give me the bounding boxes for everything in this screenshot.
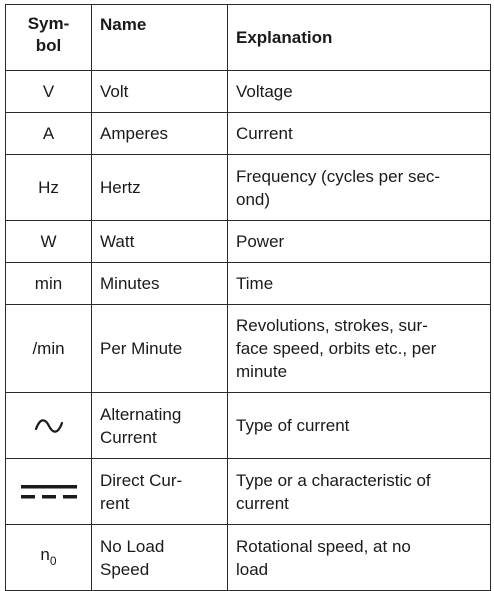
table-row [6, 71, 491, 113]
symbol-subscript: 0 [49, 553, 57, 568]
table-row [6, 525, 491, 591]
table-row [6, 393, 491, 459]
table-row [6, 113, 491, 155]
name-cell: Direct Cur- rent [92, 459, 228, 525]
table-row [6, 221, 491, 263]
explanation-cell: Time [228, 263, 491, 305]
direct-current-icon [19, 483, 79, 501]
name-cell: Volt [92, 71, 228, 113]
header-symbol: Sym- bol [6, 5, 92, 71]
name-cell: Alternating Current [92, 393, 228, 459]
name-cell: Amperes [92, 113, 228, 155]
name-cell: Per Minute [92, 305, 228, 393]
symbol-base: n [40, 544, 50, 564]
explanation-cell: Revolutions, strokes, sur- face speed, orbits etc., per minute [228, 305, 491, 393]
symbol-cell: A [6, 113, 92, 155]
header-explanation: Explanation [228, 5, 491, 71]
table-row [6, 155, 491, 221]
symbol-cell: V [6, 71, 92, 113]
symbol-cell: W [6, 221, 92, 263]
table-row [6, 263, 491, 305]
alternating-current-icon [34, 416, 64, 436]
explanation-cell: Frequency (cycles per sec- ond) [228, 155, 491, 221]
explanation-cell: Type of current [228, 393, 491, 459]
table-header-row [6, 5, 491, 71]
explanation-cell: Voltage [228, 71, 491, 113]
name-cell: Hertz [92, 155, 228, 221]
explanation-cell: Power [228, 221, 491, 263]
name-cell: Watt [92, 221, 228, 263]
name-cell: Minutes [92, 263, 228, 305]
explanation-cell: Current [228, 113, 491, 155]
table-row [6, 459, 491, 525]
symbol-table [5, 4, 491, 591]
symbol-cell [6, 393, 92, 459]
symbol-cell: Hz [6, 155, 92, 221]
name-cell: No Load Speed [92, 525, 228, 591]
symbol-cell [6, 525, 92, 591]
symbol-cell: /min [6, 305, 92, 393]
explanation-cell: Type or a characteristic of current [228, 459, 491, 525]
symbol-cell: min [6, 263, 92, 305]
explanation-cell: Rotational speed, at no load [228, 525, 491, 591]
header-name: Name [92, 5, 228, 71]
table-row [6, 305, 491, 393]
symbol-cell [6, 459, 92, 525]
